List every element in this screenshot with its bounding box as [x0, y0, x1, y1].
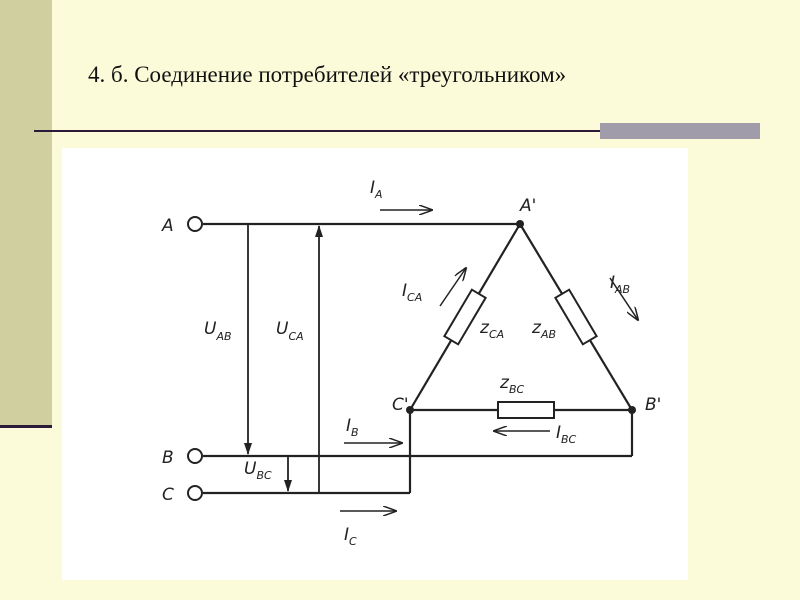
voltage-arrows: [204, 224, 319, 493]
terminal-c: [188, 486, 202, 500]
terminal-a-label: A: [162, 216, 174, 236]
impedance-bc-label: $z_{BC}$: [500, 373, 525, 396]
impedance-ab-label: $z_{AB}$: [532, 318, 557, 341]
impedances: [444, 290, 596, 418]
delta-circuit-diagram: [62, 148, 688, 580]
title-divider-accent: [600, 123, 760, 139]
terminal-c-label: C: [162, 485, 174, 505]
delta-circuit-figure: [62, 148, 688, 580]
impedance-ca-label: $z_{CA}$: [480, 318, 505, 341]
node-c-label: C': [392, 395, 409, 415]
impedance-ab-box: [555, 290, 596, 345]
left-accent-bar: [0, 0, 52, 426]
terminals: [161, 216, 202, 505]
current-ia-label: $I_A$: [370, 178, 383, 201]
current-ica-label: $I_{CA}$: [402, 281, 423, 304]
left-accent-underline: [0, 425, 52, 428]
current-ib-label: $I_B$: [346, 416, 359, 439]
impedance-bc-box: [498, 402, 554, 418]
current-iab-label: $I_{AB}$: [610, 273, 631, 296]
node-a-dot: [516, 220, 524, 228]
terminal-a: [188, 217, 202, 231]
voltage-uab-label: $U_{AB}$: [204, 319, 232, 343]
voltage-uca-label: $U_{CA}$: [276, 319, 304, 343]
node-b-dot: [628, 406, 636, 414]
voltage-ubc-label: $U_{BC}$: [244, 459, 272, 482]
terminal-b: [188, 449, 202, 463]
node-b-label: B': [645, 395, 662, 415]
slide-title: 4. б. Соединение потребителей «треугольником»: [88, 62, 567, 87]
current-ibc-label: $I_{BC}$: [556, 423, 577, 446]
node-a-label: A': [520, 196, 537, 216]
line-wires: [203, 224, 632, 493]
current-ic-label: $I_C$: [344, 525, 357, 548]
terminal-b-label: B: [162, 448, 174, 468]
current-ica-arrow: [440, 268, 466, 306]
delta-triangle: [392, 196, 661, 415]
